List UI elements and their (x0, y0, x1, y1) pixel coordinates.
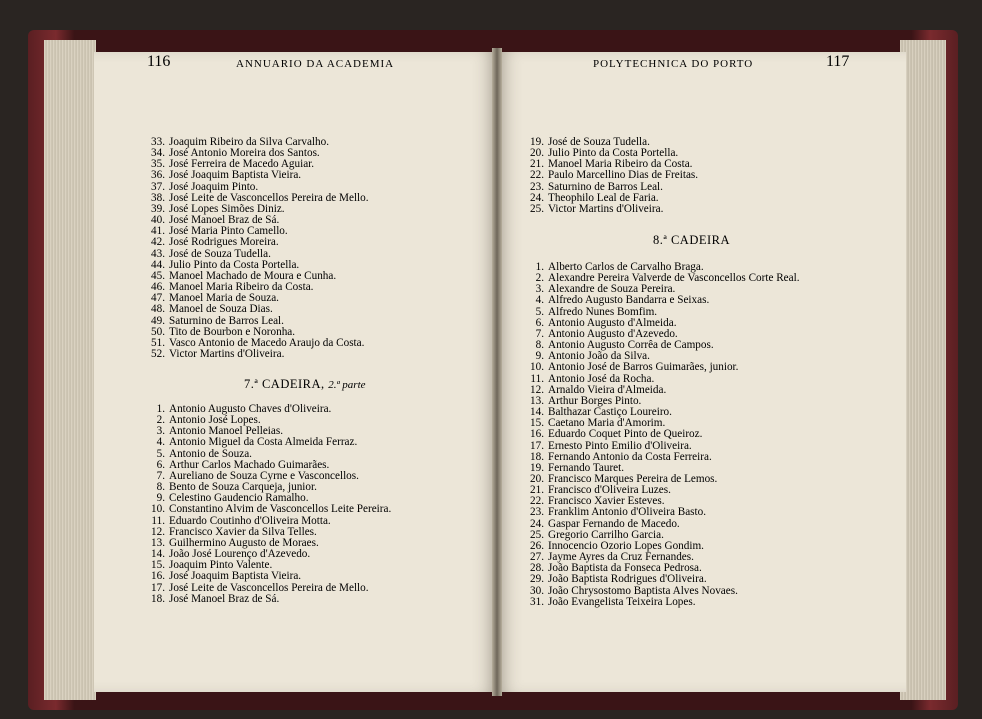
item-number: 10. (151, 503, 165, 516)
item-name: Alexandre Pereira Valverde de Vasconcellos Corte Real. (548, 272, 800, 285)
item-number: 9. (535, 350, 544, 363)
item-number: 15. (530, 417, 544, 430)
item-number: 20. (530, 147, 544, 160)
item-number: 29. (530, 573, 544, 586)
item-number: 48. (151, 303, 165, 316)
item-name: Arthur Borges Pinto. (548, 394, 642, 407)
item-number: 22. (530, 169, 544, 182)
item-name: Francisco Xavier Esteves. (548, 495, 665, 508)
item-name: Franklim Antonio d'Oliveira Basto. (548, 506, 707, 519)
item-name: Fernando Tauret. (548, 461, 625, 474)
item-name: José de Souza Tudella. (169, 247, 271, 260)
item-name: Arnaldo Vieira d'Almeida. (548, 383, 667, 396)
item-number: 25. (530, 202, 544, 215)
item-number: 34. (151, 147, 165, 160)
item-name: Antonio Manoel Pelleias. (169, 425, 284, 438)
item-name: Celestino Gaudencio Ramalho. (169, 492, 309, 505)
item-number: 28. (530, 562, 544, 575)
item-name: Gaspar Fernando de Macedo. (548, 517, 680, 530)
item-name: João Baptista da Fonseca Pedrosa. (548, 562, 702, 575)
item-name: Innocencio Ozorio Lopes Gondim. (548, 539, 704, 552)
item-name: Alfredo Augusto Bandarra e Seixas. (548, 294, 710, 307)
name-list-left-continued (140, 137, 369, 360)
item-name: João Baptista Rodrigues d'Oliveira. (548, 573, 707, 586)
item-number: 1. (535, 261, 544, 273)
item-name: Manoel Maria Ribeiro da Costa. (169, 281, 314, 294)
name-list-right-continued (519, 137, 698, 215)
item-name: Arthur Carlos Machado Guimarães. (169, 458, 330, 471)
item-number: 35. (151, 158, 165, 171)
item-number: 8. (156, 481, 165, 494)
item-name: Alexandre de Souza Pereira. (548, 283, 676, 296)
item-name: Guilhermino Augusto de Moraes. (169, 536, 319, 549)
item-number: 17. (151, 581, 165, 594)
item-number: 5. (156, 447, 165, 460)
item-name: Eduardo Coquet Pinto de Queiroz. (548, 428, 703, 441)
item-name: Alberto Carlos de Carvalho Braga. (548, 261, 704, 273)
item-name: José Ferreira de Macedo Aguiar. (169, 158, 315, 171)
item-number: 6. (535, 316, 544, 329)
name-list-right-section (519, 262, 800, 608)
item-number: 21. (530, 158, 544, 171)
item-name: Balthazar Castiço Loureiro. (548, 406, 672, 419)
section-title: 7.ª CADEIRA, (244, 377, 329, 391)
item-name: Victor Martins d'Oliveira. (548, 202, 664, 215)
item-name: João Chrysostomo Baptista Alves Novaes. (548, 584, 738, 597)
item-name: Bento de Souza Carqueja, junior. (169, 481, 317, 494)
item-number: 16. (151, 570, 165, 583)
item-name: José Joaquim Baptista Vieira. (169, 570, 302, 583)
running-header-right: POLYTECHNICA DO PORTO (593, 58, 754, 70)
item-name: Manoel Machado de Moura e Cunha. (169, 269, 337, 282)
item-number: 5. (535, 305, 544, 318)
item-number: 18. (530, 450, 544, 463)
item-number: 39. (151, 202, 165, 215)
item-name: Theophilo Leal de Faria. (548, 191, 659, 204)
item-name: José de Souza Tudella. (548, 136, 650, 148)
item-name: Antonio Augusto d'Almeida. (548, 316, 677, 329)
item-name: Antonio de Souza. (169, 447, 252, 460)
item-number: 11. (530, 372, 544, 385)
item-name: Joaquim Pinto Valente. (169, 559, 273, 572)
page-edges-right (900, 40, 946, 700)
item-number: 38. (151, 191, 165, 204)
item-number: 23. (530, 180, 544, 193)
item-number: 12. (151, 525, 165, 538)
item-number: 24. (530, 517, 544, 530)
item-name: José Joaquim Pinto. (169, 180, 259, 193)
item-number: 17. (530, 439, 544, 452)
item-number: 3. (156, 425, 165, 438)
item-number: 26. (530, 539, 544, 552)
item-number: 11. (151, 514, 165, 527)
item-name: Julio Pinto da Costa Portella. (169, 258, 300, 271)
item-number: 33. (151, 136, 165, 148)
item-number: 16. (530, 428, 544, 441)
item-number: 14. (151, 548, 165, 561)
page-edges-left (44, 40, 96, 700)
list-item (140, 349, 369, 360)
item-number: 45. (151, 269, 165, 282)
item-number: 14. (530, 406, 544, 419)
item-name: Victor Martins d'Oliveira. (169, 347, 285, 360)
item-name: Antonio Augusto Corrêa de Campos. (548, 339, 714, 352)
item-number: 19. (530, 136, 544, 148)
item-number: 22. (530, 495, 544, 508)
item-name: Manoel de Souza Dias. (169, 303, 273, 316)
item-name: Julio Pinto da Costa Portella. (548, 147, 679, 160)
item-number: 7. (535, 327, 544, 340)
item-name: Francisco Xavier da Silva Telles. (169, 525, 317, 538)
item-name: Joaquim Ribeiro da Silva Carvalho. (169, 136, 330, 148)
item-number: 50. (151, 325, 165, 338)
section-heading-left (244, 377, 366, 392)
item-number: 2. (156, 414, 165, 427)
item-number: 23. (530, 506, 544, 519)
list-item (519, 597, 800, 608)
item-number: 47. (151, 292, 165, 305)
item-number: 10. (530, 361, 544, 374)
item-number: 37. (151, 180, 165, 193)
item-name: José Manoel Braz de Sá. (169, 214, 280, 227)
item-name: Antonio Augusto d'Azevedo. (548, 327, 678, 340)
item-name: Aureliano de Souza Cyrne e Vasconcellos. (169, 469, 359, 482)
item-number: 6. (156, 458, 165, 471)
item-number: 2. (535, 272, 544, 285)
item-number: 9. (156, 492, 165, 505)
item-name: José Rodrigues Moreira. (169, 236, 279, 249)
section-subtitle: 2.ª parte (328, 379, 366, 391)
item-name: Manoel Maria de Souza. (169, 292, 279, 305)
item-number: 12. (530, 383, 544, 396)
item-number: 51. (151, 336, 165, 349)
item-name: Ernesto Pinto Emilio d'Oliveira. (548, 439, 692, 452)
item-name: José Maria Pinto Camello. (169, 225, 288, 238)
item-number: 41. (151, 225, 165, 238)
item-name: José Manoel Braz de Sá. (169, 592, 280, 605)
item-number: 13. (530, 394, 544, 407)
item-name: Vasco Antonio de Macedo Araujo da Costa. (169, 336, 365, 349)
item-number: 7. (156, 469, 165, 482)
item-number: 4. (535, 294, 544, 307)
item-number: 15. (151, 559, 165, 572)
item-number: 31. (530, 595, 544, 608)
list-item (519, 204, 698, 215)
item-name: Antonio José Lopes. (169, 414, 261, 427)
item-name: João José Lourenço d'Azevedo. (169, 548, 311, 561)
running-header-left: ANNUARIO DA ACADEMIA (236, 58, 395, 70)
item-name: Antonio Augusto Chaves d'Oliveira. (169, 403, 332, 415)
item-number: 43. (151, 247, 165, 260)
item-name: Gregorio Carrilho Garcia. (548, 528, 664, 541)
item-name: Jayme Ayres da Cruz Fernandes. (548, 551, 694, 564)
item-name: Alfredo Nunes Bomfim. (548, 305, 658, 318)
item-number: 3. (535, 283, 544, 296)
section-heading-right: 8.ª CADEIRA (653, 233, 731, 247)
item-name: João Evangelista Teixeira Lopes. (548, 595, 696, 608)
book-gutter (492, 48, 502, 696)
item-name: Francisco d'Oliveira Luzes. (548, 484, 671, 497)
item-number: 18. (151, 592, 165, 605)
item-number: 20. (530, 472, 544, 485)
item-name: José Antonio Moreira dos Santos. (169, 147, 320, 160)
item-number: 1. (156, 403, 165, 415)
item-number: 19. (530, 461, 544, 474)
item-name: Tito de Bourbon e Noronha. (169, 325, 296, 338)
item-name: Eduardo Coutinho d'Oliveira Motta. (169, 514, 331, 527)
name-list-left-section (140, 404, 391, 605)
item-number: 49. (151, 314, 165, 327)
item-number: 4. (156, 436, 165, 449)
page-number-right: 117 (826, 53, 850, 70)
item-name: Antonio José da Rocha. (548, 372, 655, 385)
item-name: Antonio João da Silva. (548, 350, 650, 363)
item-name: Francisco Marques Pereira de Lemos. (548, 472, 718, 485)
item-name: Saturnino de Barros Leal. (169, 314, 284, 327)
item-name: José Joaquim Baptista Vieira. (169, 169, 302, 182)
page-number-left: 116 (147, 53, 171, 70)
list-item (140, 594, 391, 605)
item-name: Manoel Maria Ribeiro da Costa. (548, 158, 693, 171)
item-number: 30. (530, 584, 544, 597)
item-name: Fernando Antonio da Costa Ferreira. (548, 450, 712, 463)
item-name: Caetano Maria d'Amorim. (548, 417, 666, 430)
item-number: 44. (151, 258, 165, 271)
item-name: Antonio Miguel da Costa Almeida Ferraz. (169, 436, 358, 449)
item-name: Constantino Alvim de Vasconcellos Leite Pereira. (169, 503, 392, 516)
item-number: 42. (151, 236, 165, 249)
item-number: 21. (530, 484, 544, 497)
item-name: Saturnino de Barros Leal. (548, 180, 663, 193)
item-number: 13. (151, 536, 165, 549)
item-number: 8. (535, 339, 544, 352)
item-number: 24. (530, 191, 544, 204)
item-name: José Leite de Vasconcellos Pereira de Mello. (169, 581, 369, 594)
item-name: José Leite de Vasconcellos Pereira de Mello. (169, 191, 369, 204)
item-name: Paulo Marcellino Dias de Freitas. (548, 169, 699, 182)
item-number: 40. (151, 214, 165, 227)
item-number: 36. (151, 169, 165, 182)
item-name: José Lopes Simões Diniz. (169, 202, 285, 215)
item-number: 27. (530, 551, 544, 564)
item-name: Antonio José de Barros Guimarães, junior. (548, 361, 739, 374)
item-number: 46. (151, 281, 165, 294)
item-number: 25. (530, 528, 544, 541)
item-number: 52. (151, 347, 165, 360)
